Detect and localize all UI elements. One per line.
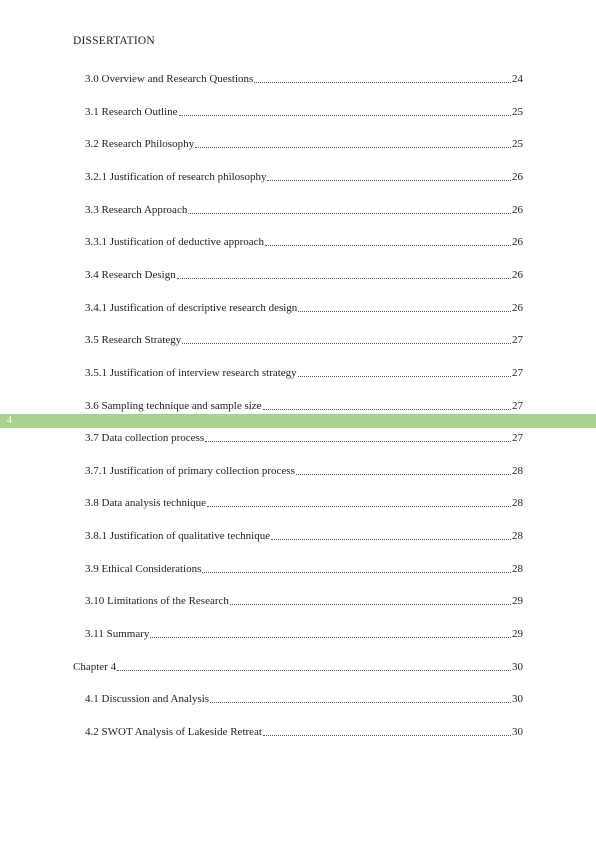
toc-dot-leader xyxy=(188,203,511,214)
toc-entry-page: 30 xyxy=(512,693,523,705)
toc-entry[interactable] xyxy=(85,399,523,413)
toc-dot-leader xyxy=(202,562,511,573)
toc-entry[interactable] xyxy=(85,105,523,119)
toc-entry-title: 3.4.1 Justification of descriptive research design xyxy=(85,302,298,314)
toc-entry-page: 26 xyxy=(512,171,523,183)
toc-entry-page: 28 xyxy=(512,465,523,477)
toc-entry-page: 28 xyxy=(512,530,523,542)
toc-entry-title: 3.2.1 Justification of research philosophy xyxy=(85,171,267,183)
toc-entry-page: 25 xyxy=(512,138,523,150)
toc-dot-leader xyxy=(210,692,511,703)
toc-entry-page: 25 xyxy=(512,106,523,118)
toc-entry[interactable] xyxy=(85,692,523,706)
toc-dot-leader xyxy=(205,431,511,442)
toc-dot-leader xyxy=(177,268,511,279)
toc-entry-title: 4.2 SWOT Analysis of Lakeside Retreat xyxy=(85,726,262,738)
toc-entry-title: 3.3 Research Approach xyxy=(85,204,188,216)
toc-entry-page: 28 xyxy=(512,563,523,575)
toc-entry-title: 3.10 Limitations of the Research xyxy=(85,595,229,607)
toc-dot-leader xyxy=(265,235,511,246)
toc-entry-title: 3.5 Research Strategy xyxy=(85,334,182,346)
toc-entry-page: 26 xyxy=(512,302,523,314)
toc-dot-leader xyxy=(117,660,511,671)
toc-dot-leader xyxy=(179,105,511,116)
toc-entry-page: 27 xyxy=(512,334,523,346)
toc-entry-title: 3.0 Overview and Research Questions xyxy=(85,73,254,85)
toc-entry-page: 30 xyxy=(512,726,523,738)
toc-entry-page: 26 xyxy=(512,269,523,281)
toc-entry-page: 26 xyxy=(512,204,523,216)
toc-entry-title: 3.1 Research Outline xyxy=(85,106,178,118)
toc-dot-leader xyxy=(254,72,511,83)
toc-entry[interactable] xyxy=(85,627,523,641)
toc-entry-page: 27 xyxy=(512,400,523,412)
toc-entry[interactable] xyxy=(85,170,523,184)
toc-entry-title: 3.3.1 Justification of deductive approach xyxy=(85,236,265,248)
toc-entry-page: 27 xyxy=(512,367,523,379)
toc-entry[interactable] xyxy=(85,268,523,282)
toc-dot-leader xyxy=(182,333,511,344)
toc-entry-title: 3.6 Sampling technique and sample size xyxy=(85,400,262,412)
toc-dot-leader xyxy=(195,137,511,148)
toc-dot-leader xyxy=(230,594,511,605)
toc-entry-page: 30 xyxy=(512,661,523,673)
running-header: DISSERTATION xyxy=(73,35,155,47)
toc-dot-leader xyxy=(263,399,511,410)
toc-entry-title: 3.8.1 Justification of qualitative technique xyxy=(85,530,271,542)
toc-entry[interactable] xyxy=(85,235,523,249)
toc-dot-leader xyxy=(150,627,511,638)
toc-entry-title: 3.4 Research Design xyxy=(85,269,176,281)
toc-entry[interactable] xyxy=(85,496,523,510)
toc-entry-title: 3.7 Data collection process xyxy=(85,432,205,444)
toc-entry-page: 24 xyxy=(512,73,523,85)
page-number-band xyxy=(0,414,596,428)
toc-entry-title: Chapter 4 xyxy=(73,661,117,673)
toc-entry[interactable] xyxy=(85,529,523,543)
toc-entry-page: 27 xyxy=(512,432,523,444)
page-number: 4 xyxy=(7,415,12,426)
toc-entry-page: 29 xyxy=(512,595,523,607)
toc-dot-leader xyxy=(263,725,511,736)
toc-entry[interactable] xyxy=(85,333,523,347)
toc-entry[interactable] xyxy=(85,725,523,739)
toc-entry[interactable] xyxy=(85,137,523,151)
toc-entry-title: 3.11 Summary xyxy=(85,628,150,640)
toc-entry[interactable] xyxy=(85,72,523,86)
toc-dot-leader xyxy=(271,529,511,540)
toc-entry-title: 3.7.1 Justification of primary collection process xyxy=(85,465,295,477)
toc-entry[interactable] xyxy=(73,660,523,674)
toc-entry[interactable] xyxy=(85,464,523,478)
toc-entry-title: 3.9 Ethical Considerations xyxy=(85,563,202,575)
toc-entry-title: 3.8 Data analysis technique xyxy=(85,497,206,509)
toc-entry-title: 3.5.1 Justification of interview research strategy xyxy=(85,367,297,379)
toc-dot-leader xyxy=(296,464,511,475)
toc-entry-page: 28 xyxy=(512,497,523,509)
toc-entry[interactable] xyxy=(85,366,523,380)
toc-entry[interactable] xyxy=(85,301,523,315)
toc-entry-title: 3.2 Research Philosophy xyxy=(85,138,195,150)
toc-entry[interactable] xyxy=(85,562,523,576)
toc-entry[interactable] xyxy=(85,431,523,445)
toc-entry-page: 26 xyxy=(512,236,523,248)
toc-entry-title: 4.1 Discussion and Analysis xyxy=(85,693,210,705)
toc-entry-page: 29 xyxy=(512,628,523,640)
toc-entry[interactable] xyxy=(85,594,523,608)
toc-dot-leader xyxy=(298,366,511,377)
toc-dot-leader xyxy=(298,301,511,312)
toc-dot-leader xyxy=(207,496,511,507)
toc-dot-leader xyxy=(267,170,511,181)
toc-entry[interactable] xyxy=(85,203,523,217)
